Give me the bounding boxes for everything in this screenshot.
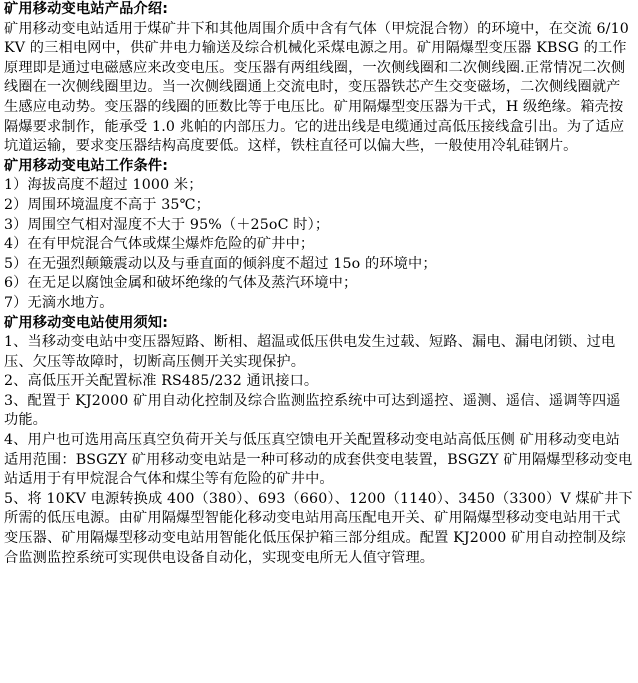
notes-list — [4, 333, 634, 568]
intro-heading: 矿用移动变电站产品介绍: — [4, 1, 169, 17]
condition-item: 7）无滴水地方。 — [4, 294, 114, 311]
intro-paragraph: 矿用移动变电站适用于煤矿井下和其他周围介质中含有气体（甲烷混合物）的环境中，在交流 6/10KV 的三相电网中，供矿井电力输送及综合机械化采煤电源之用。矿用隔爆型变压器 KBSG 的工作原理即是通过电磁感应来改变电压。变压器有两组线圈，一次侧线圈和二次侧线圈.正常情况二次侧线圈在一次侧线圈里边。当一次侧线圈通上交流电时，变压器铁芯产生交变磁场，二次侧线圈就产生感应电动势。变压器的线圈的匝数比等于电压比。矿用隔爆型变压器为干式，H 级绝缘。箱壳按隔爆要求制作，能承受 1.0 兆帕的内部压力。它的进出线是电缆通过高低压接线盒引出。为了适应坑道运输，要求变压器结构高度要低。这样，铁柱直径可以偏大些，一般使用冷轧硅钢片。 — [4, 20, 629, 155]
document — [4, 0, 634, 568]
condition-item: 6）在无足以腐蚀金属和破坏绝缘的气体及蒸汽环境中； — [4, 275, 358, 292]
condition-item: 4）在有甲烷混合气体或煤尘爆炸危险的矿井中； — [4, 236, 315, 253]
condition-item: 5）在无强烈颠簸震动以及与垂直面的倾斜度不超过 15o 的环境中； — [4, 255, 437, 272]
note-item: 3、配置于 KJ2000 矿用自动化控制及综合监测监控系统中可达到遥控、遥测、遥信、遥调等四遥功能。 — [4, 392, 621, 429]
condition-item: 2）周围环境温度不高于 35℃； — [4, 196, 210, 213]
note-item: 2、高低压开关配置标准 RS485/232 通讯接口。 — [4, 373, 319, 390]
note-item: 4、用户也可选用高压真空负荷开关与低压真空馈电开关配置移动变电站高低压侧 矿用移动变电站适用范围：BSGZY 矿用移动变电站是一种可移动的成套供变电装置，BSGZY 矿用隔爆型移动变电站适用于有甲烷混合气体和煤尘等有危险的矿井中。 — [4, 432, 633, 488]
conditions-list — [4, 176, 634, 313]
conditions-heading: 矿用移动变电站工作条件: — [4, 157, 169, 174]
note-item: 1、当移动变电站中变压器短路、断相、超温或低压供电发生过载、短路、漏电、漏电闭锁、过电压、欠压等故障时，切断高压侧开关实现保护。 — [4, 334, 616, 370]
condition-item: 3）周围空气相对湿度不大于 95%（＋25oC 时）； — [4, 216, 330, 233]
condition-item: 1）海拔高度不超过 1000 米； — [4, 177, 203, 194]
notes-heading: 矿用移动变电站使用须知: — [4, 314, 169, 331]
note-item: 5、将 10KV 电源转换成 400（380）、693（660）、1200（1140）、3450（3300）V 煤矿井下所需的低压电源。由矿用隔爆型智能化移动变电站用高压配电开关、矿用隔爆型移动变电站用干式变压器、矿用隔爆型移动变电站用智能化低压保护箱三部分组成。配置 KJ2000 矿用自动控制及综合监测监控系统可实现供电设备自动化，实现变电所无人值守管理。 — [4, 490, 633, 566]
